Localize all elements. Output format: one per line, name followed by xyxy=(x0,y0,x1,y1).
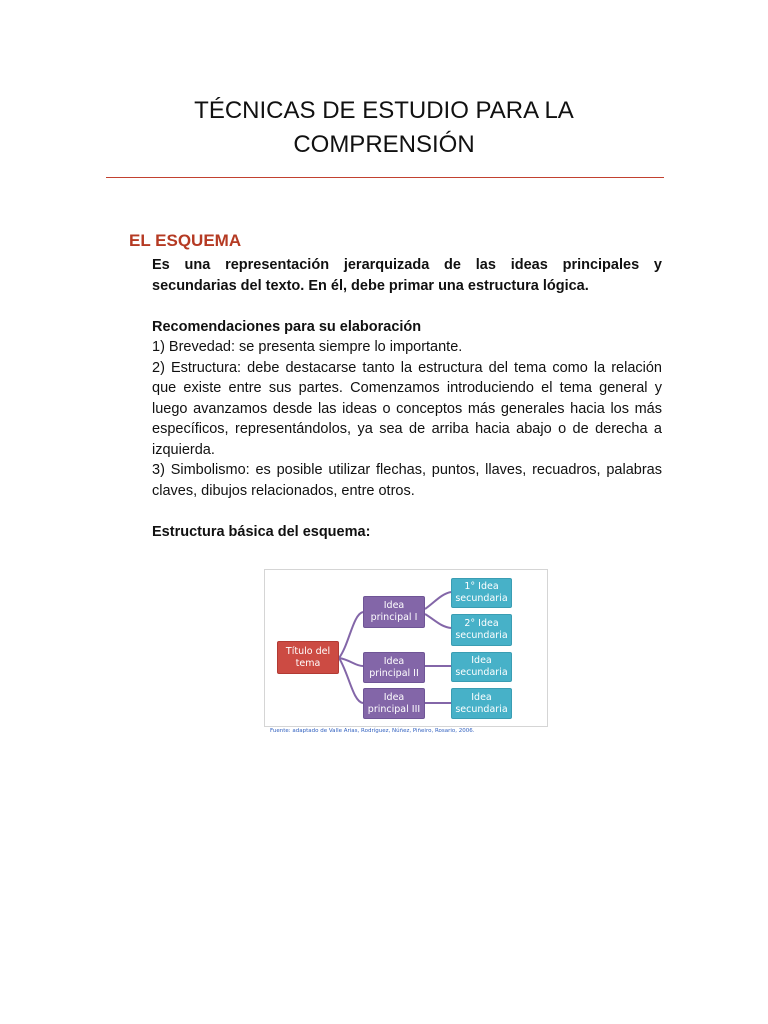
diagram-root-node: Título del tema xyxy=(277,641,339,674)
recommendations-heading: Recomendaciones para su elaboración xyxy=(152,318,422,335)
document-title-line1: TÉCNICAS DE ESTUDIO PARA LA xyxy=(194,97,574,124)
diagram-secondary-node: Idea secundaria xyxy=(451,652,512,682)
diagram-secondary-node: Idea secundaria xyxy=(451,688,512,719)
diagram-principal-node: Idea principal III xyxy=(363,688,425,719)
diagram-secondary-node: 1° Idea secundaria xyxy=(451,578,512,608)
diagram-source-caption: Fuente: adaptado de Valle Arias, Rodríguez, Núñez, Piñeiro, Rosario, 2006. xyxy=(270,728,475,734)
structure-heading: Estructura básica del esquema: xyxy=(152,523,371,540)
recommendation-item: 1) Brevedad: se presenta siempre lo importante. xyxy=(152,339,463,355)
scheme-diagram xyxy=(264,569,548,727)
connector-principal1-secondary-2 xyxy=(425,614,451,628)
definition-paragraph: Es una representación jerarquizada de las ideas principales y secundarias del texto. En él, debe primar una estructura lógica. xyxy=(152,257,662,294)
diagram-principal-node: Idea principal II xyxy=(363,652,425,683)
recommendation-item: 3) Simbolismo: es posible utilizar flechas, puntos, llaves, recuadros, palabras claves, dibujos relacionados, entre otros. xyxy=(152,462,662,499)
connector-root-principal-1 xyxy=(339,612,363,658)
section-body xyxy=(152,255,662,542)
document-title-line2: COMPRENSIÓN xyxy=(293,131,475,158)
diagram-secondary-node: 2° Idea secundaria xyxy=(451,614,512,646)
recommendation-item: 2) Estructura: debe destacarse tanto la estructura del tema como la relación que existe entre sus partes. Comenzamos introduciendo el tema general y luego avanzamos desde las ideas o conceptos más generales hacia los más específicos, representándolos, ya sea de arriba hacia abajo o de derecha a izquierda. xyxy=(152,359,662,458)
title-divider xyxy=(106,177,664,178)
section-heading: EL ESQUEMA xyxy=(129,231,242,250)
connector-principal1-secondary-1 xyxy=(425,592,451,609)
diagram-principal-node: Idea principal I xyxy=(363,596,425,628)
